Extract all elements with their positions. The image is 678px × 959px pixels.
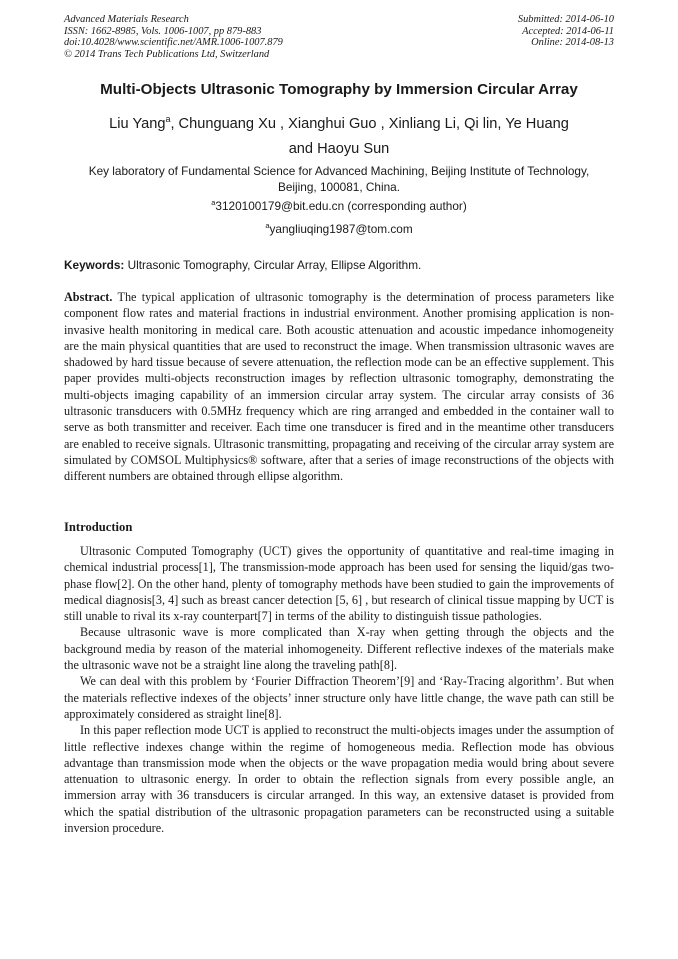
abstract-label: Abstract. [64, 290, 113, 304]
introduction-body [64, 543, 614, 836]
paper-title: Multi-Objects Ultrasonic Tomography by Immersion Circular Array [100, 81, 578, 98]
affiliation-line-2: Beijing, 100081, China. [278, 179, 400, 194]
abstract [64, 289, 614, 485]
copyright-line: © 2014 Trans Tech Publications Ltd, Switzerland [64, 48, 270, 60]
section-heading-introduction: Introduction [64, 520, 133, 534]
submitted-date: Submitted: 2014-06-10 [517, 14, 614, 25]
journal-name: Advanced Materials Research [64, 14, 189, 25]
keywords [64, 258, 624, 272]
email-2 [40, 222, 638, 236]
author-sup: a [165, 114, 171, 124]
email-sup: a [265, 221, 270, 230]
paragraph: In this paper reflection mode UCT is applied to reconstruct the multi-objects images under the assumption of little reflective indexes change within the regime of homogeneous media. Reflection mode has obvious advantage than transmission mode when the objects or the wave propagation media would bring about severe attenuation to ultrasonic energy. In order to obtain the reflection signals from every possible angle, an immersion array with 36 transducers is circular arranged. In this way, an extensive dataset is provided from which the spatial distribution of the ultrasonic propagation parameters can be reconstructed using a suitable inversion procedure. [64, 723, 614, 836]
author-line-1 [40, 112, 638, 137]
author-line-2: and Haoyu Sun [288, 141, 390, 157]
email-text: yangliuqing1987@tom.com [269, 222, 413, 236]
affiliation-line-1: Key laboratory of Fundamental Science for Advanced Machining, Beijing Institute of Technology, [88, 164, 590, 178]
paragraph: Ultrasonic Computed Tomography (UCT) gives the opportunity of quantitative and real-time imaging in chemical industrial process[1], The transmission-mode approach has been used for sensing the liquid/gas two-phase flow[2]. On the other hand, plenty of tomography methods have been studied to gain the improvements of medical diagnosis[3, 4] such as breast cancer detection [5, 6] , but research of clinical tissue mapping by UCT is still unable to rival its x-ray counterpart[7] in terms of the ability to distinguish tissue pathologies. [64, 544, 614, 624]
email-text: 3120100179@bit.edu.cn (corresponding author) [215, 199, 467, 213]
author-list [40, 112, 638, 162]
keywords-text: Ultrasonic Tomography, Circular Array, Ellipse Algorithm. [124, 258, 422, 272]
abstract-text: The typical application of ultrasonic tomography is the determination of process parameters like component flow rates and material fractions in industrial environment. Another promising application is non-invasive health monitoring in medical care. Both acoustic attenuation and acoustic impedance inhomogeneity are the main physical quantities that are used to reconstruct the image. When transmission ultrasonic waves are shadowed by hard tissue because of severe attenuation, the reflection mode can be an effective supplement. This paper provides multi-objects reconstruction images by reflection ultrasonic tomography, demonstrating the multi-objects imaging capability of an immersion circular array system. The circular array consists of 36 ultrasonic transducers with 0.5MHz frequency which are ring arranged and embedded in the container wall to serve as both transmitter and receiver. Each time one transducer is fired and in the meantime other transducers are enabled to receive signals. Ultrasonic transmitting, propagating and receiving of the circular array system are simulated by COMSOL Multiphysics® software, after that a series of image reconstructions of the objects with different numbers are obtained through ellipse algorithm. [64, 290, 614, 484]
keywords-label: Keywords: [64, 258, 125, 272]
email-sup: a [211, 198, 216, 207]
doi-line: doi:10.4028/www.scientific.net/AMR.1006-1007.879 [64, 37, 283, 48]
paragraph: Because ultrasonic wave is more complicated than X-ray when getting through the objects and the background media by reason of the material inhomogeneity. Different reflective indexes of the materials make the ultrasonic wave not be a straight line along the traveling path[8]. [64, 625, 614, 673]
affiliation [40, 164, 638, 195]
first-author: Liu Yang [109, 116, 166, 132]
journal-info [64, 14, 283, 60]
publication-dates [518, 14, 614, 49]
accepted-date: Accepted: 2014-06-11 [522, 25, 614, 37]
email-1 [40, 199, 638, 213]
online-date: Online: 2014-08-13 [531, 37, 614, 48]
paragraph: We can deal with this problem by ‘Fourier Diffraction Theorem’[9] and ‘Ray-Tracing algorithm’. But when the materials reflective indexes of the objects’ inner structure only have little change, the wave path can still be approximately considered as straight line[8]. [64, 674, 614, 721]
issn-line: ISSN: 1662-8985, Vols. 1006-1007, pp 879-883 [64, 25, 262, 37]
other-authors: , Chunguang Xu , Xianghui Guo , Xinliang Li, Qi lin, Ye Huang [170, 116, 569, 132]
